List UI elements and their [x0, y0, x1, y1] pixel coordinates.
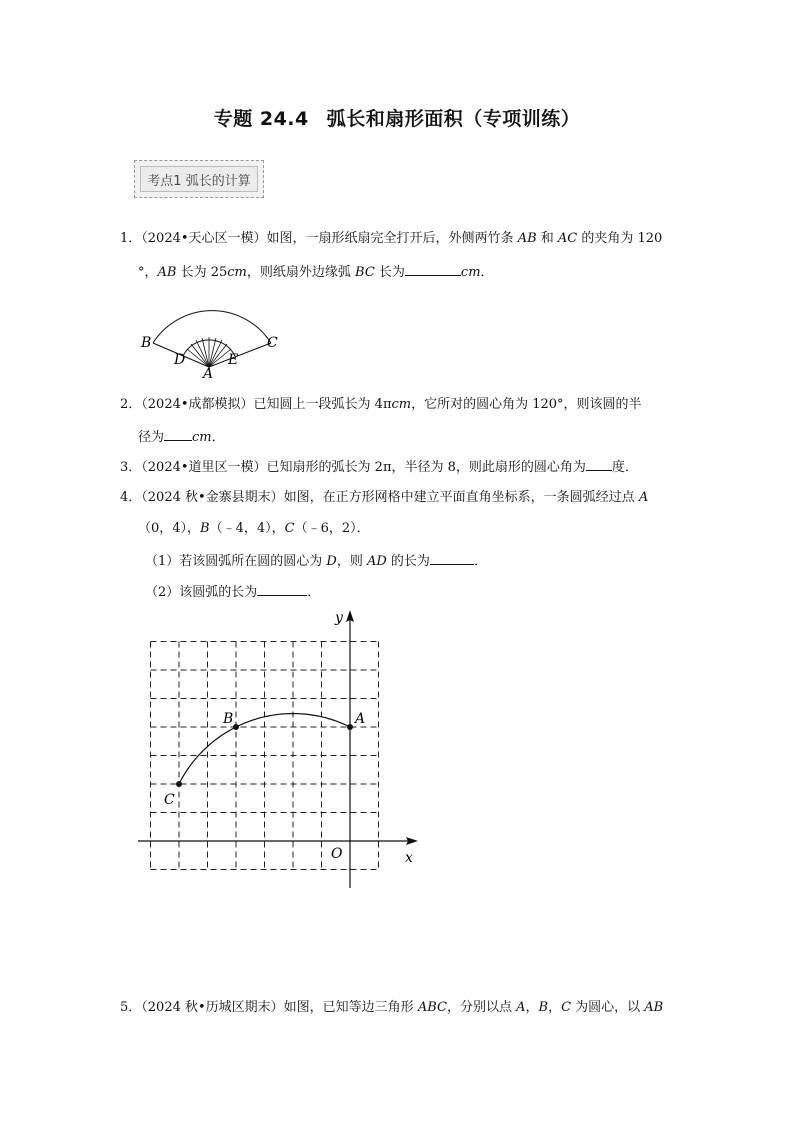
q4-part1-blank[interactable] — [430, 552, 474, 565]
dashed-grid — [151, 642, 379, 870]
q2-answer-blank[interactable] — [164, 428, 192, 441]
point-label-B: B — [223, 711, 234, 727]
coordinate-grid-figure — [130, 600, 430, 895]
fan-label-D: D — [174, 352, 186, 368]
q2-line2: 径为 cm． — [138, 430, 225, 445]
y-axis-label: y — [335, 610, 343, 626]
q3-answer-blank[interactable] — [586, 458, 612, 471]
fan-label-C: C — [267, 335, 278, 351]
q4-part2-blank[interactable] — [257, 583, 307, 596]
origin-label: O — [331, 846, 343, 862]
title-main: 专题 24.4 — [213, 108, 309, 130]
point-A — [347, 724, 353, 730]
page-title — [0, 104, 794, 131]
q4-part2: （2）该圆弧的长为 ． — [145, 585, 321, 600]
point-label-C: C — [164, 792, 175, 808]
section-tag-label: 考点1 弧长的计算 — [140, 166, 258, 192]
point-C — [176, 781, 182, 787]
x-axis-label: x — [405, 850, 413, 866]
fan-label-B: B — [141, 335, 152, 351]
q4-part1: （1）若该圆弧所在圆的圆心为 D，则 AD 的长为 ． — [145, 554, 487, 569]
q5-line1: 5．（2024 秋•历城区期末）如图，已知等边三角形 ABC，分别以点 A，B，C 为圆心，以 AB — [120, 1000, 664, 1015]
q1-line2: °，AB 长为 25cm，则纸扇外边缘弧 BC 长为 cm． — [138, 265, 494, 280]
q1-line1: 1．（2024•天心区一模）如图，一扇形纸扇完全打开后，外侧两竹条 AB 和 AC 的夹角为 120 — [120, 231, 663, 246]
point-B — [233, 724, 239, 730]
point-label-A: A — [355, 711, 366, 727]
q4-line1: 4．（2024 秋•金寨县期末）如图，在正方形网格中建立平面直角坐标系，一条圆弧经过点 A — [120, 490, 649, 505]
fan-label-E: E — [228, 352, 239, 368]
q4-line2: （0，4），B（﹣4，4），C（﹣6，2）． — [138, 521, 370, 536]
section-tag — [134, 160, 264, 198]
title-sub: 弧长和扇形面积（专项训练） — [326, 108, 581, 130]
q2-line1: 2．（2024•成都模拟）已知圆上一段弧长为 4πcm，它所对的圆心角为 120°，则该圆的半 — [120, 397, 642, 412]
fan-figure — [135, 285, 285, 380]
q1-answer-blank[interactable] — [405, 263, 461, 276]
q3-line: 3．（2024•道里区一模）已知扇形的弧长为 2π，半径为 8，则此扇形的圆心角为 度． — [120, 460, 638, 475]
fan-label-A: A — [203, 366, 214, 380]
